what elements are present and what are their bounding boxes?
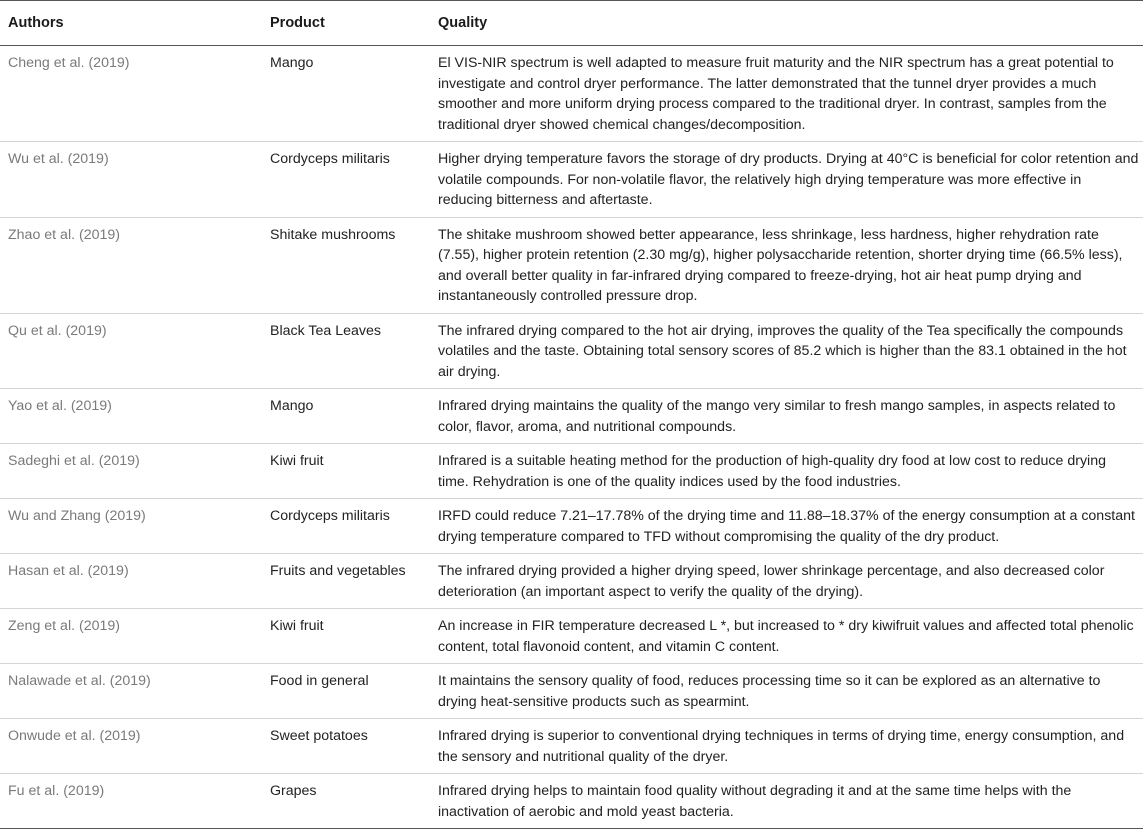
table-header [0, 1, 1143, 46]
table-row [0, 313, 1143, 389]
table-row [0, 389, 1143, 444]
quality-cell: Infrared is a suitable heating method for the production of high-quality dry food at low cost to reduce drying time. Rehydration is one of the quality indices used by the food industries. [430, 444, 1143, 499]
table-row [0, 719, 1143, 774]
product-cell: Kiwi fruit [262, 609, 430, 664]
header-quality: Quality [430, 1, 1143, 46]
product-cell: Fruits and vegetables [262, 554, 430, 609]
table-row [0, 664, 1143, 719]
product-cell: Shitake mushrooms [262, 217, 430, 313]
quality-cell: The infrared drying compared to the hot air drying, improves the quality of the Tea specifically the compounds volatiles and the taste. Obtaining total sensory scores of 85.2 which is higher than the 83.1 obtained in the hot air drying. [430, 313, 1143, 389]
header-product: Product [262, 1, 430, 46]
table-row [0, 444, 1143, 499]
product-cell: Cordyceps militaris [262, 499, 430, 554]
quality-cell: The infrared drying provided a higher drying speed, lower shrinkage percentage, and also decreased color deterioration (an important aspect to verify the quality of the drying). [430, 554, 1143, 609]
header-authors: Authors [0, 1, 262, 46]
product-cell: Mango [262, 389, 430, 444]
table-row [0, 217, 1143, 313]
quality-cell: Higher drying temperature favors the storage of dry products. Drying at 40°C is beneficial for color retention and volatile compounds. For non-volatile flavor, the relatively high drying temperature was more effective in reducing bitterness and aftertaste. [430, 142, 1143, 218]
product-cell: Mango [262, 46, 430, 142]
table-row [0, 499, 1143, 554]
author-cell: Wu and Zhang (2019) [0, 499, 262, 554]
quality-cell: IRFD could reduce 7.21–17.78% of the drying time and 11.88–18.37% of the energy consumption at a constant drying temperature compared to TFD without compromising the quality of the dry product. [430, 499, 1143, 554]
table-row [0, 609, 1143, 664]
table-row [0, 142, 1143, 218]
product-cell: Grapes [262, 774, 430, 829]
table-row [0, 46, 1143, 142]
quality-cell: Infrared drying maintains the quality of the mango very similar to fresh mango samples, in aspects related to color, flavor, aroma, and nutritional compounds. [430, 389, 1143, 444]
quality-cell: Infrared drying is superior to conventional drying techniques in terms of drying time, energy consumption, and the sensory and nutritional quality of the dryer. [430, 719, 1143, 774]
author-cell: Hasan et al. (2019) [0, 554, 262, 609]
author-cell: Wu et al. (2019) [0, 142, 262, 218]
header-row [0, 1, 1143, 46]
author-cell: Fu et al. (2019) [0, 774, 262, 829]
author-cell: Sadeghi et al. (2019) [0, 444, 262, 499]
quality-cell: It maintains the sensory quality of food, reduces processing time so it can be explored as an alternative to drying heat-sensitive products such as spearmint. [430, 664, 1143, 719]
table-body [0, 46, 1143, 829]
author-cell: Yao et al. (2019) [0, 389, 262, 444]
product-cell: Food in general [262, 664, 430, 719]
product-cell: Kiwi fruit [262, 444, 430, 499]
quality-cell: The shitake mushroom showed better appearance, less shrinkage, less hardness, higher rehydration rate (7.55), higher protein retention (2.30 mg/g), higher polysaccharide retention, shorter drying time (66.5% less), and overall better quality in far-infrared drying compared to freeze-drying, hot air heat pump drying and instantaneously controlled pressure drop. [430, 217, 1143, 313]
author-cell: Onwude et al. (2019) [0, 719, 262, 774]
author-cell: Zeng et al. (2019) [0, 609, 262, 664]
author-cell: Cheng et al. (2019) [0, 46, 262, 142]
table-row [0, 554, 1143, 609]
product-cell: Sweet potatoes [262, 719, 430, 774]
author-cell: Zhao et al. (2019) [0, 217, 262, 313]
quality-cell: El VIS-NIR spectrum is well adapted to measure fruit maturity and the NIR spectrum has a great potential to investigate and control dryer performance. The latter demonstrated that the tunnel dryer provides a much smoother and more uniform drying process compared to the traditional dryer. In contrast, samples from the traditional dryer showed chemical changes/decomposition. [430, 46, 1143, 142]
quality-cell: An increase in FIR temperature decreased L *, but increased to * dry kiwifruit values and affected total phenolic content, total flavonoid content, and vitamin C content. [430, 609, 1143, 664]
quality-cell: Infrared drying helps to maintain food quality without degrading it and at the same time helps with the inactivation of aerobic and mold yeast bacteria. [430, 774, 1143, 829]
author-cell: Qu et al. (2019) [0, 313, 262, 389]
product-cell: Black Tea Leaves [262, 313, 430, 389]
product-cell: Cordyceps militaris [262, 142, 430, 218]
author-cell: Nalawade et al. (2019) [0, 664, 262, 719]
table-row [0, 774, 1143, 829]
